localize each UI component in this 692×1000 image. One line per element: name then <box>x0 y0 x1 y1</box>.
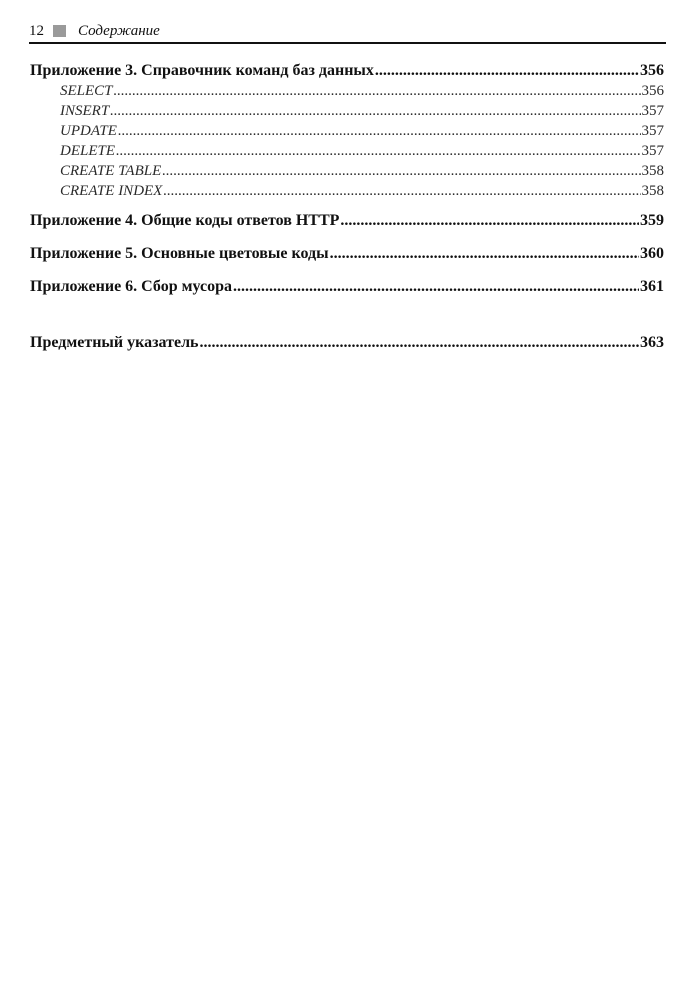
toc-subentry-page: 358 <box>641 183 664 199</box>
toc-subentry-title: CREATE INDEX <box>60 183 163 199</box>
toc-subentry-delete <box>30 141 664 161</box>
toc-subentry-title: DELETE <box>60 143 116 159</box>
toc-subentry-title: SELECT <box>60 83 113 99</box>
toc-subentry-create-table <box>30 161 664 181</box>
dot-leader <box>114 81 641 101</box>
dot-leader <box>110 101 640 121</box>
dot-leader <box>116 141 640 161</box>
toc-entry-appendix-3 <box>30 61 664 81</box>
toc-entry-appendix-6 <box>30 277 664 297</box>
spacer <box>30 231 664 244</box>
spacer <box>30 201 664 211</box>
header-rule <box>29 42 666 44</box>
toc-entry-subject-index <box>30 333 664 353</box>
header-square-marker <box>53 25 66 37</box>
toc-entry-title: Приложение 3. Справочник команд баз данных <box>30 62 374 79</box>
toc-entry-title: Приложение 5. Основные цветовые коды <box>30 245 329 262</box>
toc-subentry-page: 358 <box>641 163 664 179</box>
toc-subentry-title: UPDATE <box>60 123 117 139</box>
dot-leader <box>375 61 639 81</box>
dot-leader <box>163 181 640 201</box>
toc-subentry-page: 357 <box>641 143 664 159</box>
toc-subentry-page: 357 <box>641 123 664 139</box>
toc-entry-appendix-5 <box>30 244 664 264</box>
toc-subentry-create-index <box>30 181 664 201</box>
toc-subentry-update <box>30 121 664 141</box>
dot-leader <box>340 211 639 231</box>
toc-entry-appendix-4 <box>30 211 664 231</box>
toc-entry-page: 360 <box>640 245 664 262</box>
dot-leader <box>162 161 640 181</box>
dot-leader <box>118 121 641 141</box>
toc-subentry-select <box>30 81 664 101</box>
spacer <box>30 297 664 333</box>
toc-entry-page: 359 <box>640 212 664 229</box>
dot-leader <box>200 333 639 353</box>
page-number: 12 <box>29 22 44 39</box>
toc-subentry-page: 357 <box>641 103 664 119</box>
toc-entry-page: 356 <box>640 62 664 79</box>
running-header <box>29 21 666 41</box>
table-of-contents <box>30 61 664 353</box>
spacer <box>30 264 664 277</box>
dot-leader <box>233 277 639 297</box>
toc-subentry-title: INSERT <box>60 103 110 119</box>
section-title: Содержание <box>78 22 160 39</box>
toc-entry-page: 363 <box>640 334 664 351</box>
toc-subentry-page: 356 <box>641 83 664 99</box>
toc-entry-title: Предметный указатель <box>30 334 199 351</box>
toc-subentry-insert <box>30 101 664 121</box>
dot-leader <box>330 244 639 264</box>
toc-entry-title: Приложение 4. Общие коды ответов HTTP <box>30 212 340 229</box>
toc-subentry-title: CREATE TABLE <box>60 163 162 179</box>
toc-entry-page: 361 <box>640 278 664 295</box>
toc-entry-title: Приложение 6. Сбор мусора <box>30 278 233 295</box>
